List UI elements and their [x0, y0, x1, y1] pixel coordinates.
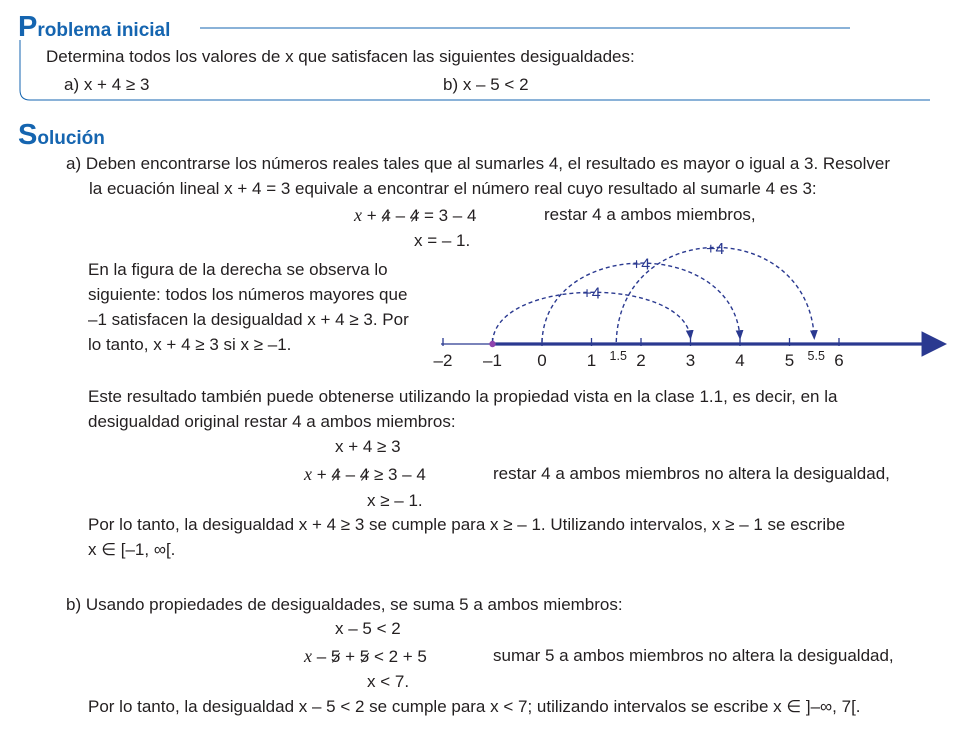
conclusion-a: Por lo tanto, la desigualdad x + 4 ≥ 3 se cumple para x ≥ – 1. Utilizando intervalos, x ≥ – 1 se escribe x ∈ [–1, ∞[. — [88, 515, 846, 559]
number-line — [433, 236, 956, 376]
inequality-b3: x < 7. — [367, 672, 410, 691]
tick-label: 2 — [636, 351, 646, 370]
equation-1: x + 4 – 4 = 3 – 4 — [354, 205, 477, 225]
equation-2: x = – 1. — [414, 231, 471, 250]
closed-point — [489, 341, 495, 347]
half-tick-label: 1.5 — [609, 349, 627, 363]
tick-label: 3 — [685, 351, 696, 370]
inequality-b2: x – 5 + 5 < 2 + 5 — [304, 646, 427, 666]
conclusion-b: Por lo tanto, la desigualdad x – 5 < 2 se cumple para x < 7; utilizando intervalos se escribe x ∈ ]–∞, 7[. — [88, 697, 861, 716]
equation-1-note: restar 4 a ambos miembros, — [544, 205, 756, 224]
solucion-title: Solución — [18, 119, 105, 151]
tick-label: –2 — [433, 351, 453, 370]
inequality-b1: x – 5 < 2 — [335, 619, 401, 638]
tick-label: –1 — [483, 351, 502, 370]
inequality-b2-note: sumar 5 a ambos miembros no altera la desigualdad, — [493, 646, 894, 665]
problema-item-b: b) x – 5 < 2 — [443, 75, 529, 94]
inequality-a2: x + 4 – 4 ≥ 3 – 4 — [304, 464, 426, 484]
inequality-a2-note: restar 4 a ambos miembros no altera la desigualdad, — [493, 464, 890, 483]
tick-label: 4 — [735, 351, 745, 370]
solucion-b-intro: b) Usando propiedades de desigualdades, se suma 5 a ambos miembros: — [66, 595, 623, 614]
half-tick-label: 5.5 — [807, 349, 825, 363]
shift-arc — [542, 263, 740, 342]
problema-statement: Determina todos los valores de x que satisfacen las siguientes desigualdades: — [46, 47, 635, 66]
figure-text: En la figura de la derecha se observa lo siguiente: todos los números mayores que –1 satisfacen la desigualdad x + 4 ≥ 3. Por lo tanto, x + 4 ≥ 3 si x ≥ –1. — [88, 260, 409, 354]
solucion-a-intro-1: a) Deben encontrarse los números reales tales que al sumarles 4, el resultado es mayor o igual a 3. Resolver — [66, 154, 890, 173]
problema-title: Problema inicial — [18, 11, 171, 43]
alternative-text: Este resultado también puede obtenerse utilizando la propiedad vista en la clase 1.1, es decir, en la desigualdad original restar 4 a ambos miembros: — [88, 387, 838, 431]
tick-label: 0 — [537, 351, 547, 370]
tick-label: 5 — [784, 351, 795, 370]
tick-label: 6 — [834, 351, 844, 370]
inequality-a1: x + 4 ≥ 3 — [335, 437, 401, 456]
shift-label: +4 — [582, 285, 601, 303]
shift-label: +4 — [706, 240, 725, 258]
shift-label: +4 — [631, 256, 651, 274]
problema-item-a: a) x + 4 ≥ 3 — [64, 75, 150, 94]
inequality-a3: x ≥ – 1. — [367, 491, 423, 510]
solucion-a-intro-2: la ecuación lineal x + 4 = 3 equivale a encontrar el número real cuyo resultado al sumarle 4 es 3: — [89, 179, 817, 198]
tick-label: 1 — [586, 351, 597, 370]
